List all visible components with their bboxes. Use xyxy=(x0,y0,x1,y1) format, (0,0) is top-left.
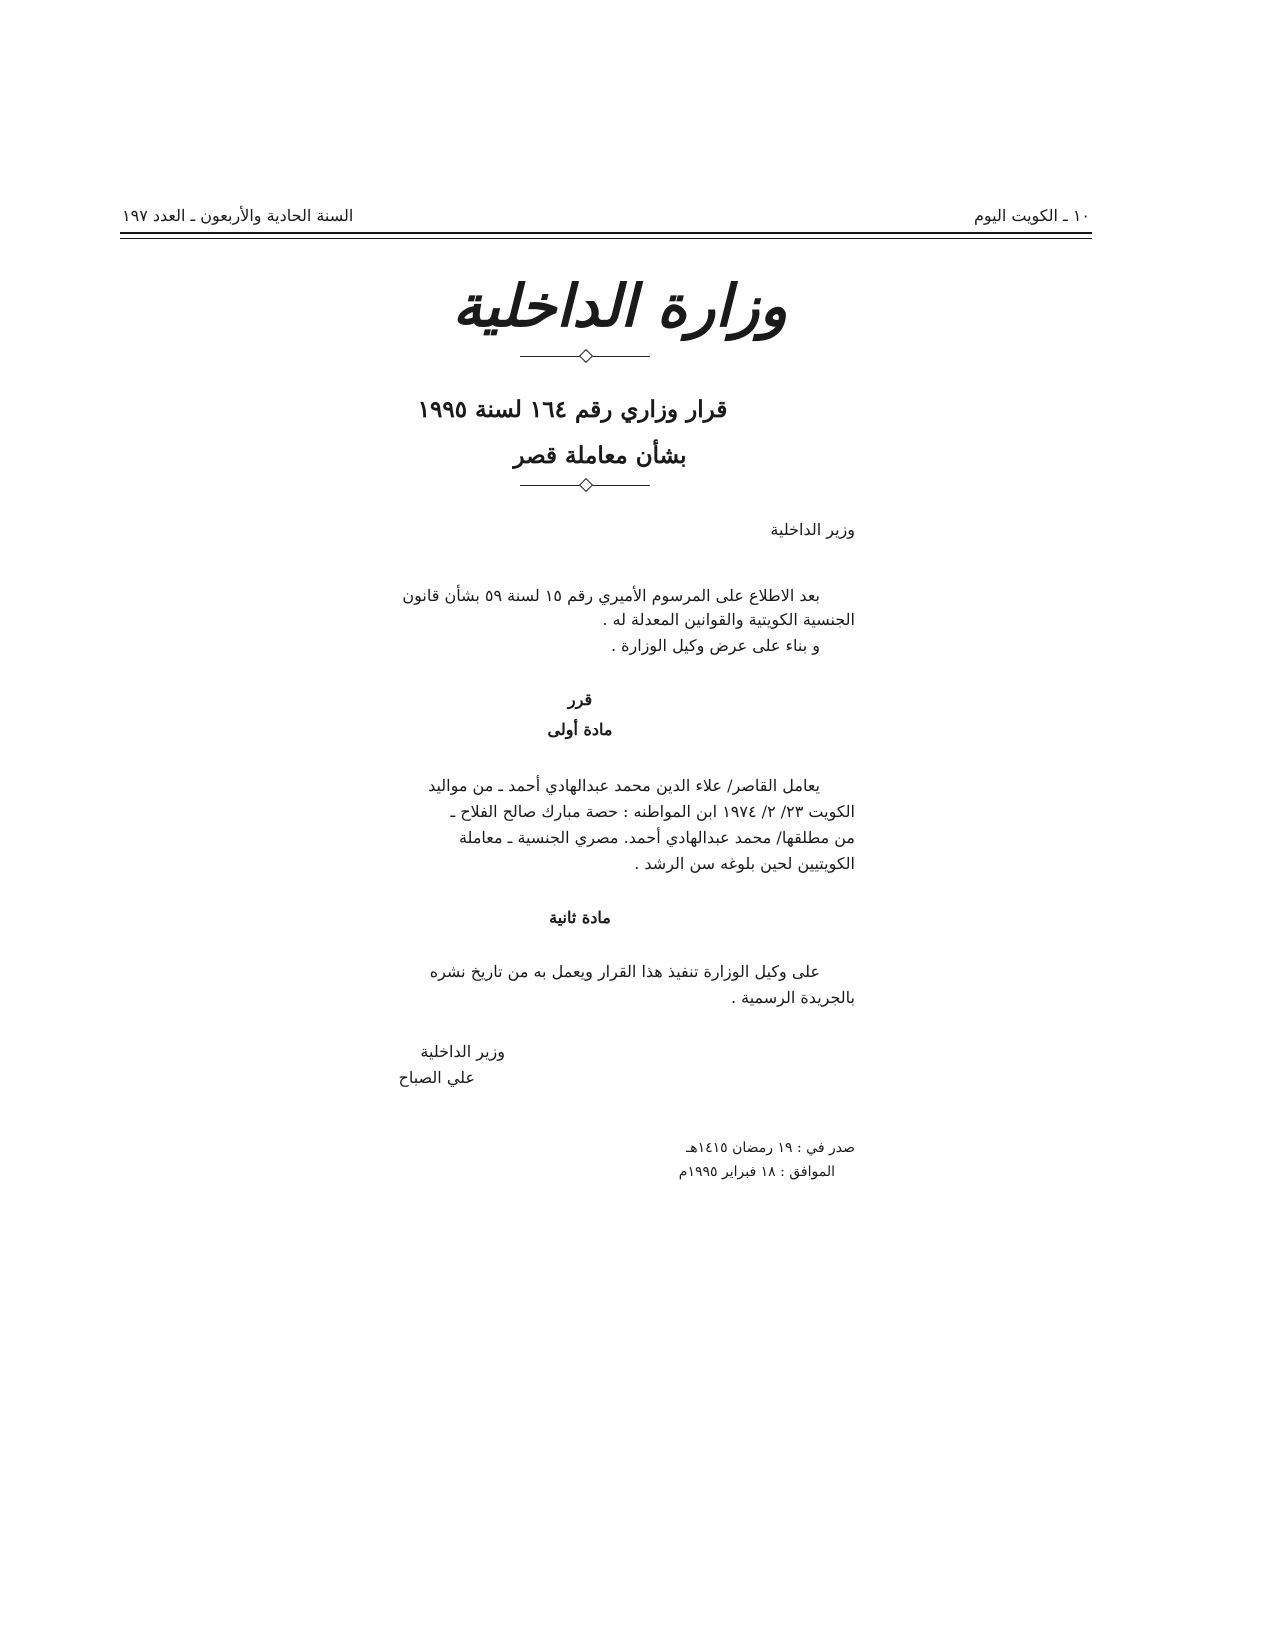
decree-subject: بشأن معاملة قصر xyxy=(513,442,687,469)
ornament-diamond xyxy=(579,349,593,363)
article-2-line: على وكيل الوزارة تنفيذ هذا القرار ويعمل به من تاريخ نشره xyxy=(429,962,820,981)
decree-title: قرار وزاري رقم ١٦٤ لسنة ١٩٩٥ xyxy=(417,396,728,423)
year-issue-label: السنة الحادية والأربعون ـ العدد ١٩٧ xyxy=(122,206,354,225)
minister-heading: وزير الداخلية xyxy=(770,520,855,539)
journal-page-label: ١٠ ـ الكويت اليوم xyxy=(973,206,1090,225)
article-2-heading: مادة ثانية xyxy=(549,908,611,927)
preamble-line: الجنسية الكويتية والقوانين المعدلة له . xyxy=(602,610,855,629)
article-1-line: الكويتيين لحين بلوغه سن الرشد . xyxy=(634,854,855,873)
ornament-diamond xyxy=(579,478,593,492)
header-rule-thin xyxy=(120,238,1092,239)
article-1-line: من مطلقها/ محمد عبدالهادي أحمد. مصري الجنسية ـ معاملة xyxy=(458,828,855,847)
article-1-heading: مادة أولى xyxy=(547,720,613,739)
article-2-line: بالجريدة الرسمية . xyxy=(730,988,855,1007)
ministry-title: وزارة الداخلية xyxy=(452,272,788,340)
signature-name: علي الصباح xyxy=(398,1068,475,1087)
article-1-line: يعامل القاصر/ علاء الدين محمد عبدالهادي أحمد ـ من مواليد xyxy=(428,776,820,795)
signature-title: وزير الداخلية xyxy=(420,1042,505,1061)
issue-date-gregorian: الموافق : ١٨ فبراير ١٩٩٥م xyxy=(678,1164,835,1180)
decided-heading: قرر xyxy=(567,690,593,709)
preamble-line: بعد الاطلاع على المرسوم الأميري رقم ١٥ لسنة ٥٩ بشأن قانون xyxy=(402,586,820,605)
header-rule xyxy=(120,232,1092,234)
issue-date-hijri: صدر في : ١٩ رمضان ١٤١٥هـ xyxy=(686,1140,855,1156)
preamble-line: و بناء على عرض وكيل الوزارة . xyxy=(610,636,820,655)
article-1-line: الكويت ٢٣/ ٢/ ١٩٧٤ ابن المواطنه : حصة مبارك صالح الفلاح ـ xyxy=(450,802,855,821)
